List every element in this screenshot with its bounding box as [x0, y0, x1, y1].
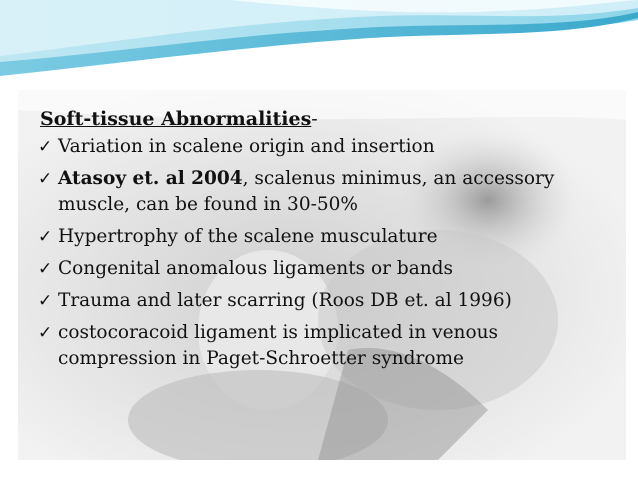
check-icon: ✓ — [38, 169, 53, 189]
slide-heading — [40, 106, 600, 132]
check-icon: ✓ — [38, 291, 53, 311]
check-icon: ✓ — [38, 227, 53, 247]
check-icon: ✓ — [38, 323, 53, 343]
bullet-list — [40, 134, 600, 372]
slide-content — [40, 106, 600, 378]
heading-text: Soft-tissue Abnormalities — [40, 108, 312, 130]
bullet-text: , scalenus minimus, an accessory muscle, can be found in 30-50% — [58, 168, 555, 215]
bullet-bold: Atasoy et. al 2004 — [58, 168, 243, 189]
bullet-text: Trauma and later scarring (Roos DB et. al 1996) — [58, 290, 512, 311]
check-icon: ✓ — [38, 137, 53, 157]
list-item — [40, 134, 600, 160]
list-item — [40, 288, 600, 314]
list-item — [40, 166, 600, 218]
list-item — [40, 320, 600, 372]
check-icon: ✓ — [38, 259, 53, 279]
bullet-text: Congenital anomalous ligaments or bands — [58, 258, 453, 279]
bullet-text: Variation in scalene origin and insertion — [58, 136, 435, 157]
bullet-text: Hypertrophy of the scalene musculature — [58, 226, 438, 247]
list-item — [40, 256, 600, 282]
heading-suffix: - — [311, 108, 318, 130]
list-item — [40, 224, 600, 250]
header-wave-decoration — [0, 0, 638, 90]
bullet-text: costocoracoid ligament is implicated in venous compression in Paget-Schroetter syndrome — [58, 322, 498, 369]
